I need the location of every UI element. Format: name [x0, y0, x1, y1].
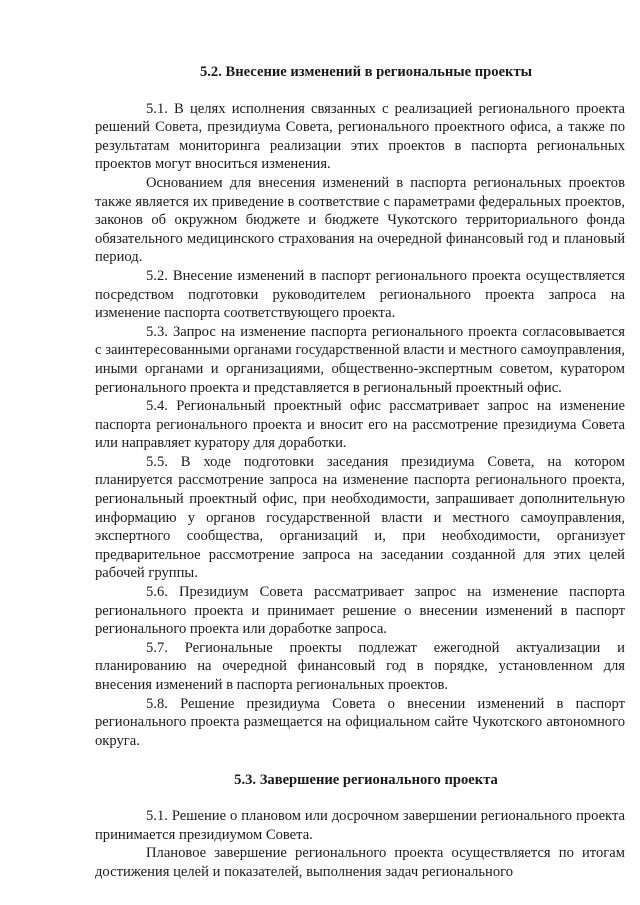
paragraph-5-2-8: 5.8. Решение президиума Совета о внесении изменений в паспорт регионального проекта размещается на официальном сайте Чукотского автономного округа.	[95, 695, 625, 749]
section-heading-5-3: 5.3. Завершение регионального проекта	[234, 772, 498, 789]
document-body	[95, 63, 625, 881]
paragraph-5-2-basis: Основанием для внесения изменений в паспорта региональных проектов также является их приведение в соответствие с параметрами федеральных проектов, законов об окружном бюджете и бюджете Чукотского территориального фонда обязательного медицинского страхования на очередной финансовый год и плановый период.	[95, 174, 625, 266]
section-heading-5-2: 5.2. Внесение изменений в региональные проекты	[199, 64, 533, 80]
paragraph-5-2-7: 5.7. Региональные проекты подлежат ежегодной актуализации и планированию на очередной финансовый год в порядке, установленном для внесения изменений в паспорта региональных проектов.	[95, 639, 625, 693]
paragraph-5-2-2: 5.2. Внесение изменений в паспорт регионального проекта осуществляется посредством подготовки руководителем регионального проекта запроса на изменение паспорта соответствующего проекта.	[95, 267, 625, 322]
paragraph-5-2-3: 5.3. Запрос на изменение паспорта регионального проекта согласовывается с заинтересованными органами государственной власти и местного самоуправления, иными органами и организациями, общественно-экспертным советом, куратором регионального проекта и представляется в региональный проектный офис.	[95, 323, 625, 396]
paragraph-5-2-1: 5.1. В целях исполнения связанных с реализацией регионального проекта решений Совета, президиума Совета, регионального проектного офиса, а также по результатам мониторинга реализации этих проектов в паспорта региональных проектов могут вноситься изменения.	[95, 100, 625, 173]
paragraph-5-3-planned: Плановое завершение регионального проекта осуществляется по итогам достижения целей и показателей, выполнения задач регионального	[95, 845, 625, 880]
paragraph-5-3-1: 5.1. Решение о плановом или досрочном завершении регионального проекта принимается президиумом Совета.	[95, 807, 625, 843]
paragraph-5-2-4: 5.4. Региональный проектный офис рассматривает запрос на изменение паспорта регионального проекта и вносит его на рассмотрение президиума Совета или направляет куратору для доработки.	[95, 398, 625, 452]
paragraph-5-2-6: 5.6. Президиум Совета рассматривает запрос на изменение паспорта регионального проекта и принимает решение о внесении изменений в паспорт регионального проекта или доработке запроса.	[95, 584, 625, 638]
paragraph-5-2-5: 5.5. В ходе подготовки заседания президиума Совета, на котором планируется рассмотрение запроса на изменение паспорта регионального проекта, региональный проектный офис, при необходимости, запрашивает дополнительную информацию у органов государственной власти и местного самоуправления, экспертного сообщества, организаций и, при необходимости, организует предварительное рассмотрение запроса на заседании созданной для этих целей рабочей группы.	[95, 453, 625, 582]
